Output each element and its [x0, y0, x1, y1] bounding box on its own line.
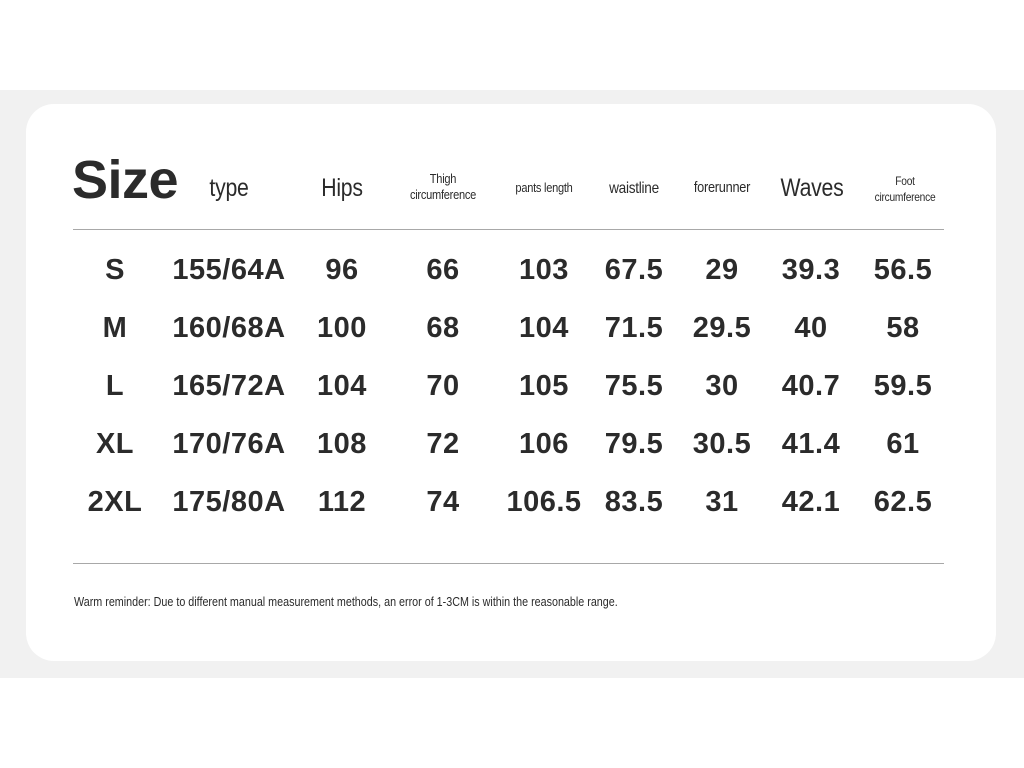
size-heading: Size: [72, 150, 179, 210]
warm-reminder-note: Warm reminder: Due to different manual measurement methods, an error of 1-3CM is within the reasonable range.: [74, 595, 618, 609]
table-cell-hips: 96: [325, 254, 359, 286]
header-waves: Waves: [780, 174, 844, 202]
table-cell-pants-length: 103: [519, 254, 569, 286]
header-thigh-circumference: [410, 171, 476, 203]
header-forerunner: forerunner: [693, 179, 751, 196]
header-type: type: [209, 174, 249, 202]
row-size-label: S: [105, 254, 125, 286]
table-cell-hips: 100: [317, 312, 367, 344]
table-cell-thigh: 74: [426, 486, 460, 518]
header-hips: Hips: [321, 174, 363, 202]
header-foot-line1: Foot: [895, 174, 915, 188]
table-cell-type: 160/68A: [172, 312, 286, 344]
table-cell-thigh: 70: [426, 370, 460, 402]
table-cell-type: 175/80A: [172, 486, 286, 518]
header-foot-line2: circumference: [874, 190, 936, 204]
table-cell-waves: 40: [794, 312, 828, 344]
table-cell-waves: 42.1: [781, 486, 841, 518]
header-pants-length: pants length: [515, 180, 573, 195]
header-thigh-line1: Thigh: [429, 171, 457, 186]
table-cell-hips: 104: [317, 370, 367, 402]
row-size-label: XL: [95, 428, 135, 460]
table-cell-foot: 59.5: [873, 370, 933, 402]
table-cell-pants-length: 106: [519, 428, 569, 460]
table-cell-foot: 56.5: [873, 254, 933, 286]
table-cell-forerunner: 30.5: [692, 428, 752, 460]
header-thigh-line2: circumference: [409, 187, 477, 202]
table-cell-foot: 62.5: [873, 486, 933, 518]
table-cell-waistline: 83.5: [604, 486, 664, 518]
table-cell-foot: 61: [886, 428, 920, 460]
table-cell-thigh: 66: [426, 254, 460, 286]
table-cell-pants-length: 105: [519, 370, 569, 402]
header-foot-circumference: [875, 173, 936, 205]
table-cell-hips: 108: [317, 428, 367, 460]
table-cell-forerunner: 31: [705, 486, 739, 518]
table-cell-waistline: 75.5: [604, 370, 664, 402]
row-size-label: 2XL: [87, 486, 143, 518]
table-cell-type: 155/64A: [172, 254, 286, 286]
table-cell-hips: 112: [317, 486, 367, 518]
table-cell-forerunner: 30: [705, 370, 739, 402]
table-cell-waistline: 71.5: [604, 312, 664, 344]
table-cell-forerunner: 29.5: [692, 312, 752, 344]
table-cell-thigh: 68: [426, 312, 460, 344]
table-cell-waves: 39.3: [781, 254, 841, 286]
row-size-label: L: [105, 370, 125, 402]
table-cell-forerunner: 29: [705, 254, 739, 286]
table-cell-foot: 58: [886, 312, 920, 344]
table-cell-waistline: 79.5: [604, 428, 664, 460]
header-waistline: waistline: [609, 180, 659, 197]
table-cell-pants-length: 104: [519, 312, 569, 344]
footer-divider: [73, 563, 944, 564]
table-cell-waves: 40.7: [781, 370, 841, 402]
table-cell-type: 165/72A: [172, 370, 286, 402]
table-cell-pants-length: 106.5: [506, 486, 582, 518]
row-size-label: M: [102, 312, 128, 344]
table-cell-type: 170/76A: [172, 428, 286, 460]
table-cell-waves: 41.4: [781, 428, 841, 460]
header-divider: [73, 229, 944, 230]
table-cell-waistline: 67.5: [604, 254, 664, 286]
table-cell-thigh: 72: [426, 428, 460, 460]
